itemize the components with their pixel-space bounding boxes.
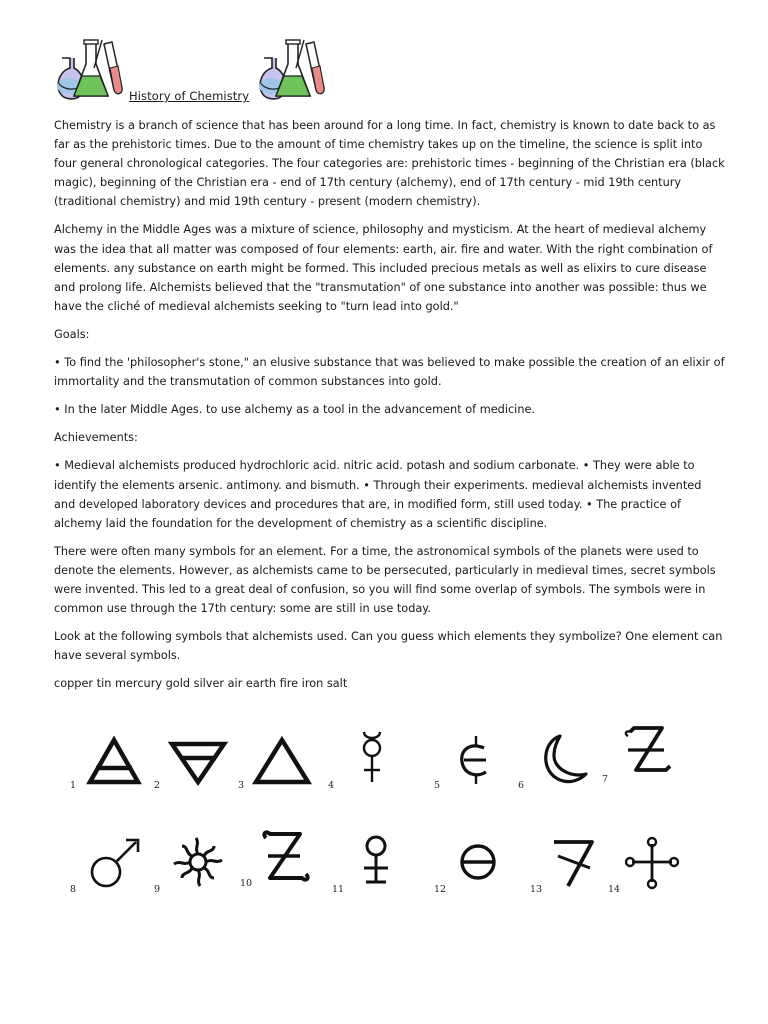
- intro-paragraph: Chemistry is a branch of science that has been around for a long time. In fact, chemistry is known to date back to as far as the prehistoric times. Due to the amount of time chemistry takes up on the timeline, the science is split into four general chronological categories. The four categories are: prehistoric times - beginning of the Christian era (black magic), beginning of the Christian era - end of 17th century (alchemy), end of 17th century - mid 19th century (traditional chemistry) and mid 19th century - present (modern chemistry).: [54, 119, 725, 209]
- goals-heading: Goals:: [54, 327, 90, 341]
- symbol-item: [434, 832, 514, 898]
- flasks-icon: [52, 38, 130, 102]
- symbol-item: [328, 728, 408, 794]
- sal-ammoniac-cross-icon: [620, 832, 684, 894]
- document-body: [54, 116, 726, 702]
- z-glyph-icon: [614, 722, 678, 784]
- symbols-paragraph: There were often many symbols for an element. For a time, the astronomical symbols of the planets were used to denote the elements. However, as alchemists came to be persecuted, particularly in medieval times, secret symbols were invented. This led to a great deal of confusion, so you will find some overlap of symbols. The symbols were in common use through the 17th century: some are still in use today.: [54, 544, 716, 616]
- symbol-number: 9: [154, 884, 161, 895]
- achievements-heading: Achievements:: [54, 431, 138, 445]
- symbol-item: [530, 832, 610, 898]
- goal-item: • In the later Middle Ages. to use alchemy as a tool in the advancement of medicine.: [54, 403, 536, 417]
- symbol-item: [238, 728, 318, 794]
- symbol-item: [70, 728, 150, 794]
- mars-iron-icon: [82, 832, 146, 894]
- symbol-number: 11: [332, 884, 345, 895]
- symbol-number: 4: [328, 780, 335, 791]
- symbol-item: [434, 728, 514, 794]
- venus-copper-icon: [344, 832, 408, 894]
- fire-triangle-icon: [250, 728, 314, 790]
- symbol-item: [608, 832, 688, 898]
- symbol-number: 13: [530, 884, 543, 895]
- symbol-number: 10: [240, 878, 253, 889]
- earth-triangle-icon: [166, 728, 230, 790]
- document-header: [50, 38, 710, 104]
- question-paragraph: Look at the following symbols that alchemists used. Can you guess which elements they symbolize? One element can have several symbols.: [54, 630, 723, 663]
- symbol-item: [154, 832, 234, 898]
- symbol-number: 5: [434, 780, 441, 791]
- symbol-item: [240, 826, 320, 892]
- symbol-number: 12: [434, 884, 447, 895]
- seven-cross-icon: [542, 832, 606, 894]
- symbol-item: [518, 728, 598, 794]
- symbol-number: 2: [154, 780, 161, 791]
- symbol-number: 8: [70, 884, 77, 895]
- alchemy-paragraph: Alchemy in the Middle Ages was a mixture of science, philosophy and mysticism. At the heart of medieval alchemy was the idea that all matter was composed of four elements: earth, air. fire and water. With the right combination of elements. any substance on earth might be formed. This included precious metals as well as elixirs to cure disease and prolong life. Alchemists believed that the "transmutation" of one substance into another was possible: thus we have the cliché of medieval alchemists seeking to "turn lead into gold.": [54, 223, 713, 313]
- symbol-number: 6: [518, 780, 525, 791]
- flasks-icon-right: [254, 38, 332, 102]
- element-word-list: copper tin mercury gold silver air earth fire iron salt: [54, 677, 348, 691]
- symbol-item: [70, 832, 150, 898]
- air-triangle-icon: [82, 728, 146, 790]
- crescent-moon-icon: [530, 728, 594, 790]
- goal-item: • To find the 'philosopher's stone," an elusive substance that was believed to make possible the creation of an elixir of immortality and the transmutation of common substances into gold.: [54, 356, 725, 389]
- z-loop-glyph-icon: [252, 826, 316, 888]
- symbol-number: 3: [238, 780, 245, 791]
- achievements-paragraph: • Medieval alchemists produced hydrochloric acid. nitric acid. potash and sodium carbonate. • They were able to identify the elements arsenic. antimony. and bismuth. • Through their experiments. medieval alchemists invented and developed laboratory devices and procedures that are, in modified form, still used today. • The practice of alchemy laid the foundation for the development of chemistry as a scientific discipline.: [54, 459, 702, 530]
- page-title: History of Chemistry: [129, 89, 250, 103]
- alchemy-symbols-grid: [62, 728, 702, 898]
- mercury-icon: [340, 728, 404, 790]
- symbol-number: 14: [608, 884, 621, 895]
- tin-icon: [446, 728, 510, 790]
- sun-gold-icon: [166, 832, 230, 894]
- symbol-number: 7: [602, 774, 609, 785]
- symbol-number: 1: [70, 780, 77, 791]
- symbol-item: [602, 722, 682, 788]
- symbol-item: [332, 832, 412, 898]
- salt-circle-icon: [446, 832, 510, 894]
- symbol-item: [154, 728, 234, 794]
